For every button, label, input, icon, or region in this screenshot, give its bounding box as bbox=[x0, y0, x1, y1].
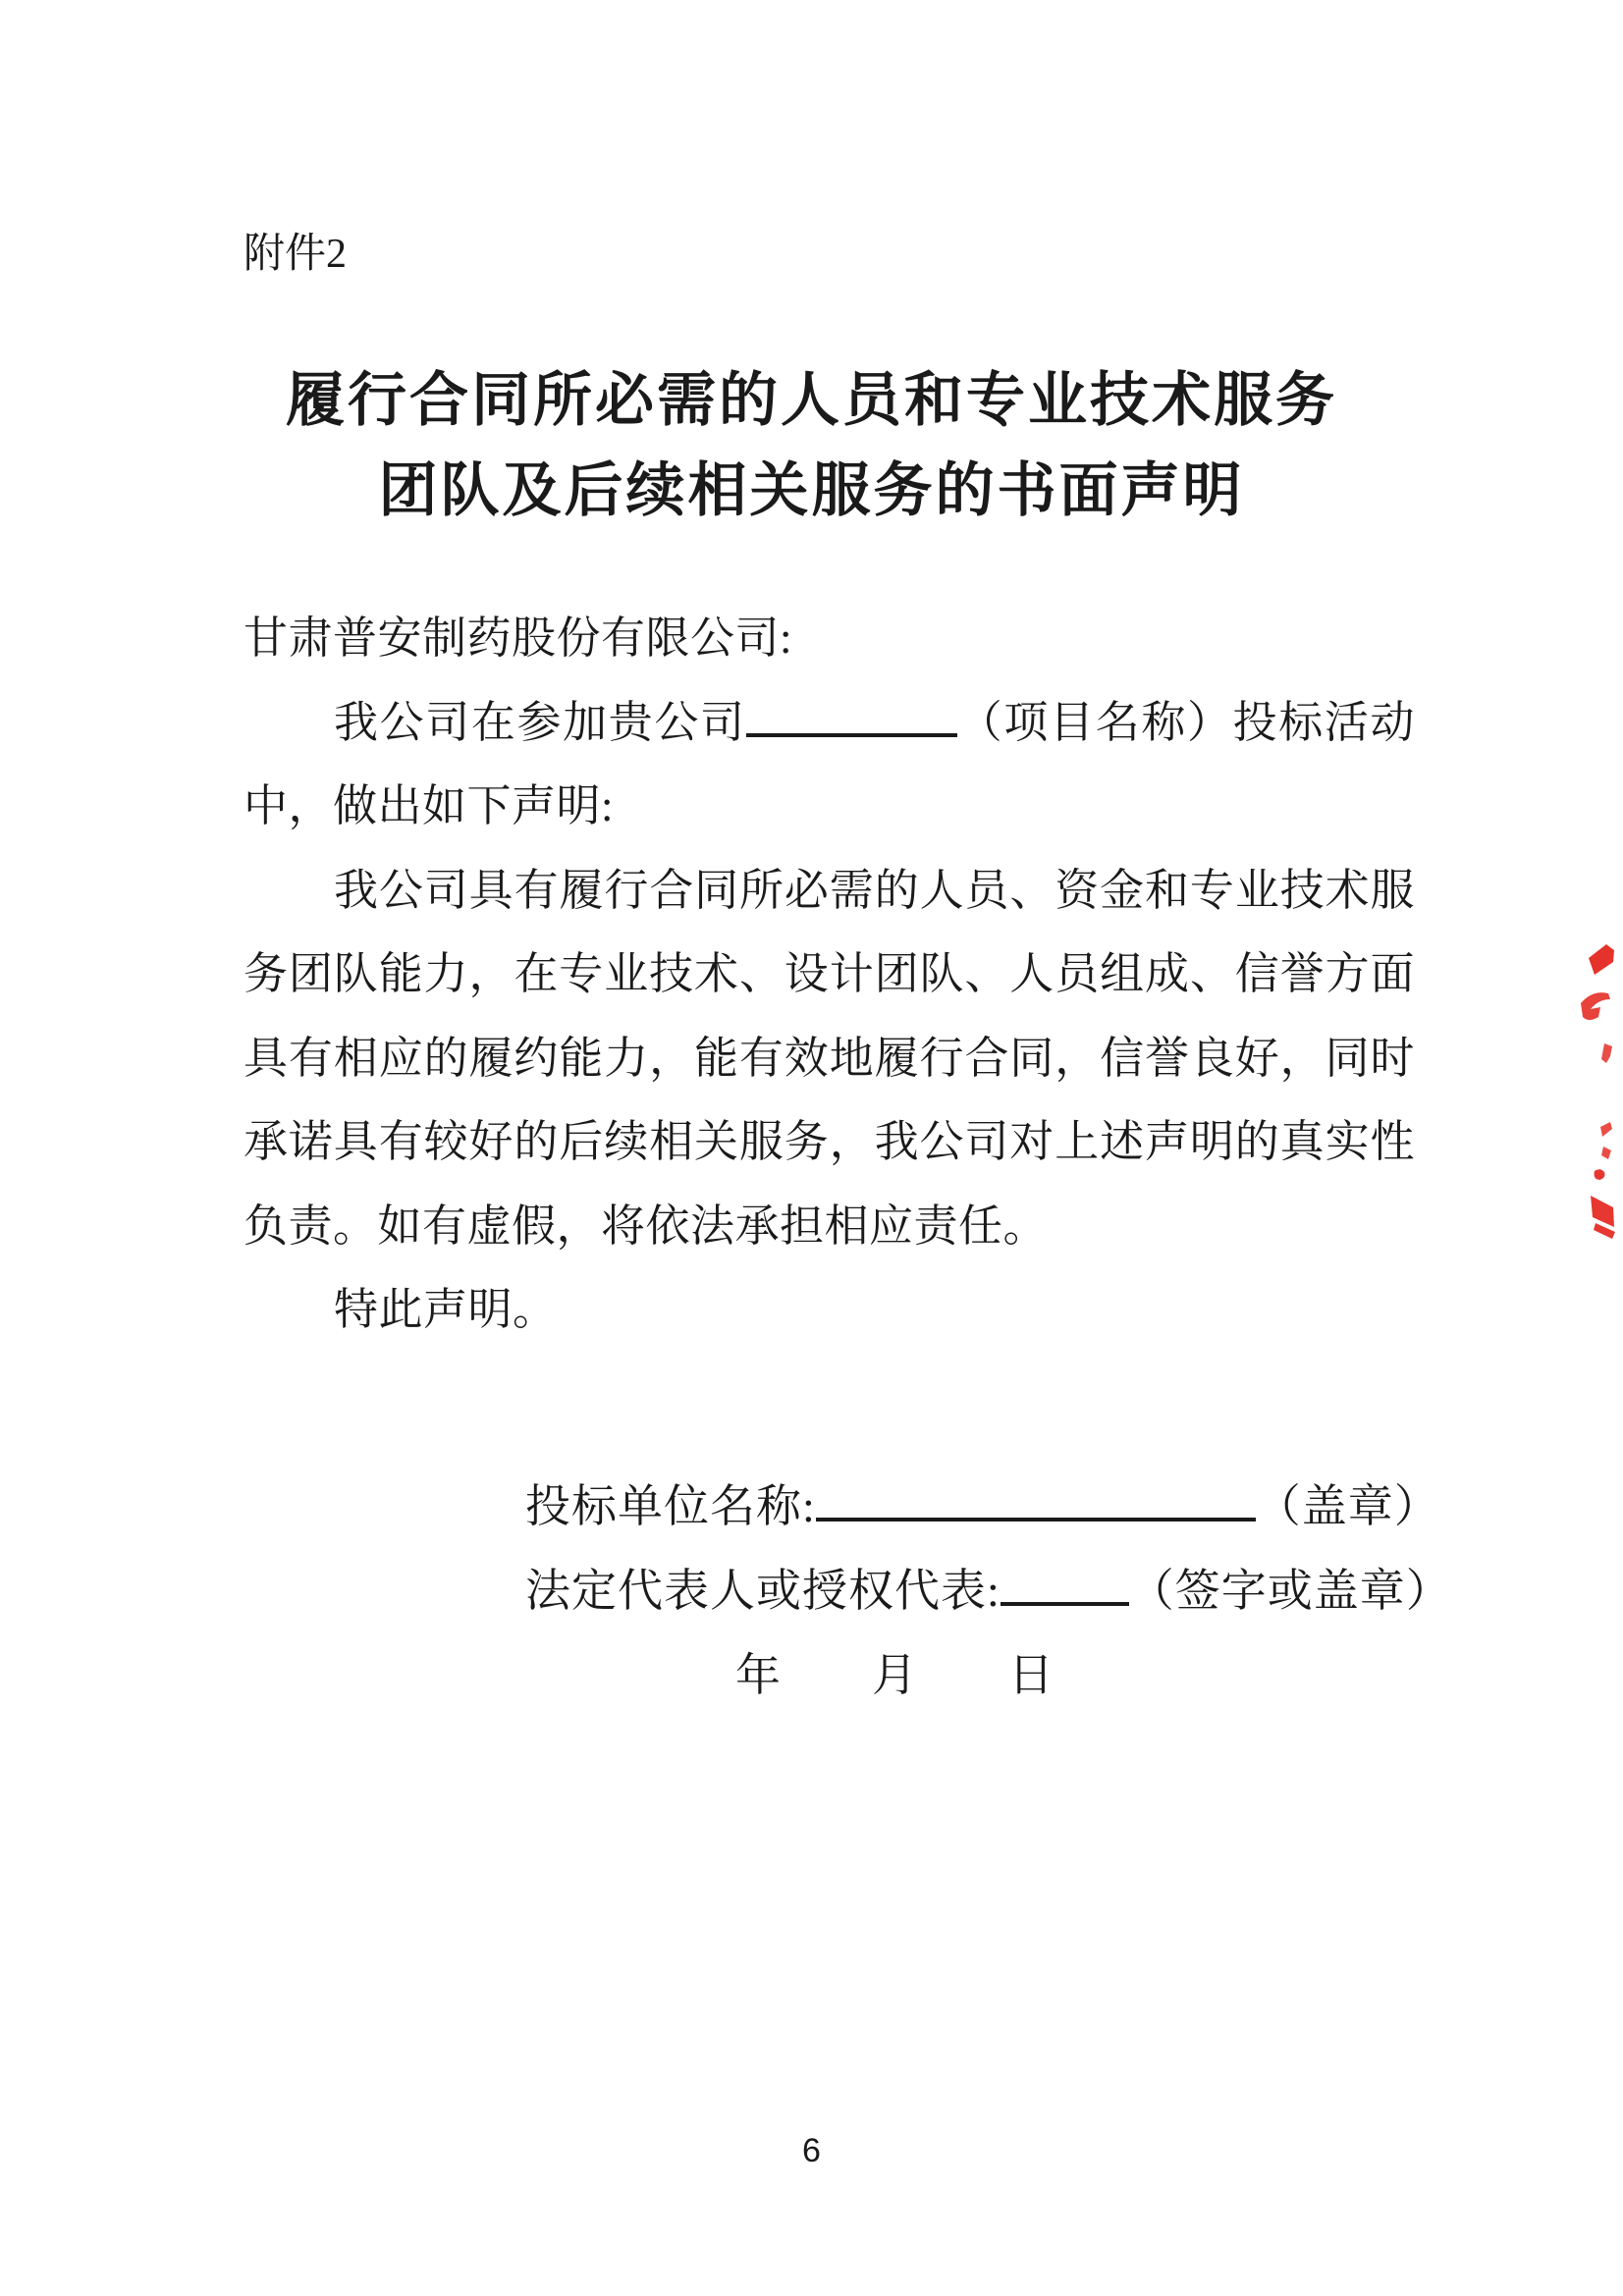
salutation: 甘肃普安制药股份有限公司: bbox=[243, 614, 793, 663]
bidder-name-blank bbox=[816, 1476, 1256, 1522]
intro-text-before-blank: 我公司在参加贵公司 bbox=[334, 697, 746, 747]
page-number: 6 bbox=[802, 2132, 821, 2169]
red-ink-stamp-fragments bbox=[1571, 933, 1623, 1256]
ink-stroke-1 bbox=[1589, 944, 1614, 975]
bidder-name-label: 投标单位名称: bbox=[525, 1481, 816, 1531]
date-month-label: 月 bbox=[872, 1650, 918, 1700]
declaration-paragraph: 我公司具有履行合同所必需的人员、资金和专业技术服务团队能力，在专业技术、设计团队、人员组成、信誉方面具有相应的履约能力，能有效地履行合同，信誉良好，同时承诺具有较好的后续相关服务，我公司对上述声明的真实性负责。如有虚假，将依法承担相应责任。 bbox=[243, 865, 1415, 1251]
sign-or-seal-note: （签字或盖章） bbox=[1128, 1566, 1452, 1616]
representative-label: 法定代表人或授权代表: bbox=[525, 1566, 1001, 1616]
closing-statement: 特此声明。 bbox=[334, 1285, 558, 1334]
signature-block bbox=[525, 1465, 1452, 1718]
date-year-label: 年 bbox=[735, 1650, 782, 1700]
intro-paragraph bbox=[243, 681, 1415, 849]
date-day-label: 日 bbox=[1008, 1650, 1055, 1700]
ink-stroke-3 bbox=[1601, 1043, 1612, 1063]
document-body bbox=[243, 597, 1415, 1353]
representative-line bbox=[525, 1549, 1452, 1633]
bidder-name-line bbox=[525, 1465, 1452, 1549]
ink-stroke-4 bbox=[1600, 1122, 1612, 1159]
representative-blank bbox=[1001, 1561, 1129, 1606]
ink-stroke-5 bbox=[1591, 1169, 1615, 1239]
date-line bbox=[525, 1633, 1452, 1718]
intro-text-after-blank: （项目名称）投标活动中，做出如下声明: bbox=[243, 697, 1415, 830]
document-title bbox=[0, 355, 1623, 536]
seal-note: （盖章） bbox=[1255, 1481, 1440, 1531]
document-title-line2: 团队及后续相关服务的书面声明 bbox=[378, 458, 1245, 523]
ink-stroke-2 bbox=[1581, 992, 1610, 1020]
document-title-line1: 履行合同所必需的人员和专业技术服务 bbox=[286, 368, 1337, 433]
project-name-blank bbox=[746, 692, 957, 737]
attachment-label: 附件2 bbox=[243, 232, 348, 277]
